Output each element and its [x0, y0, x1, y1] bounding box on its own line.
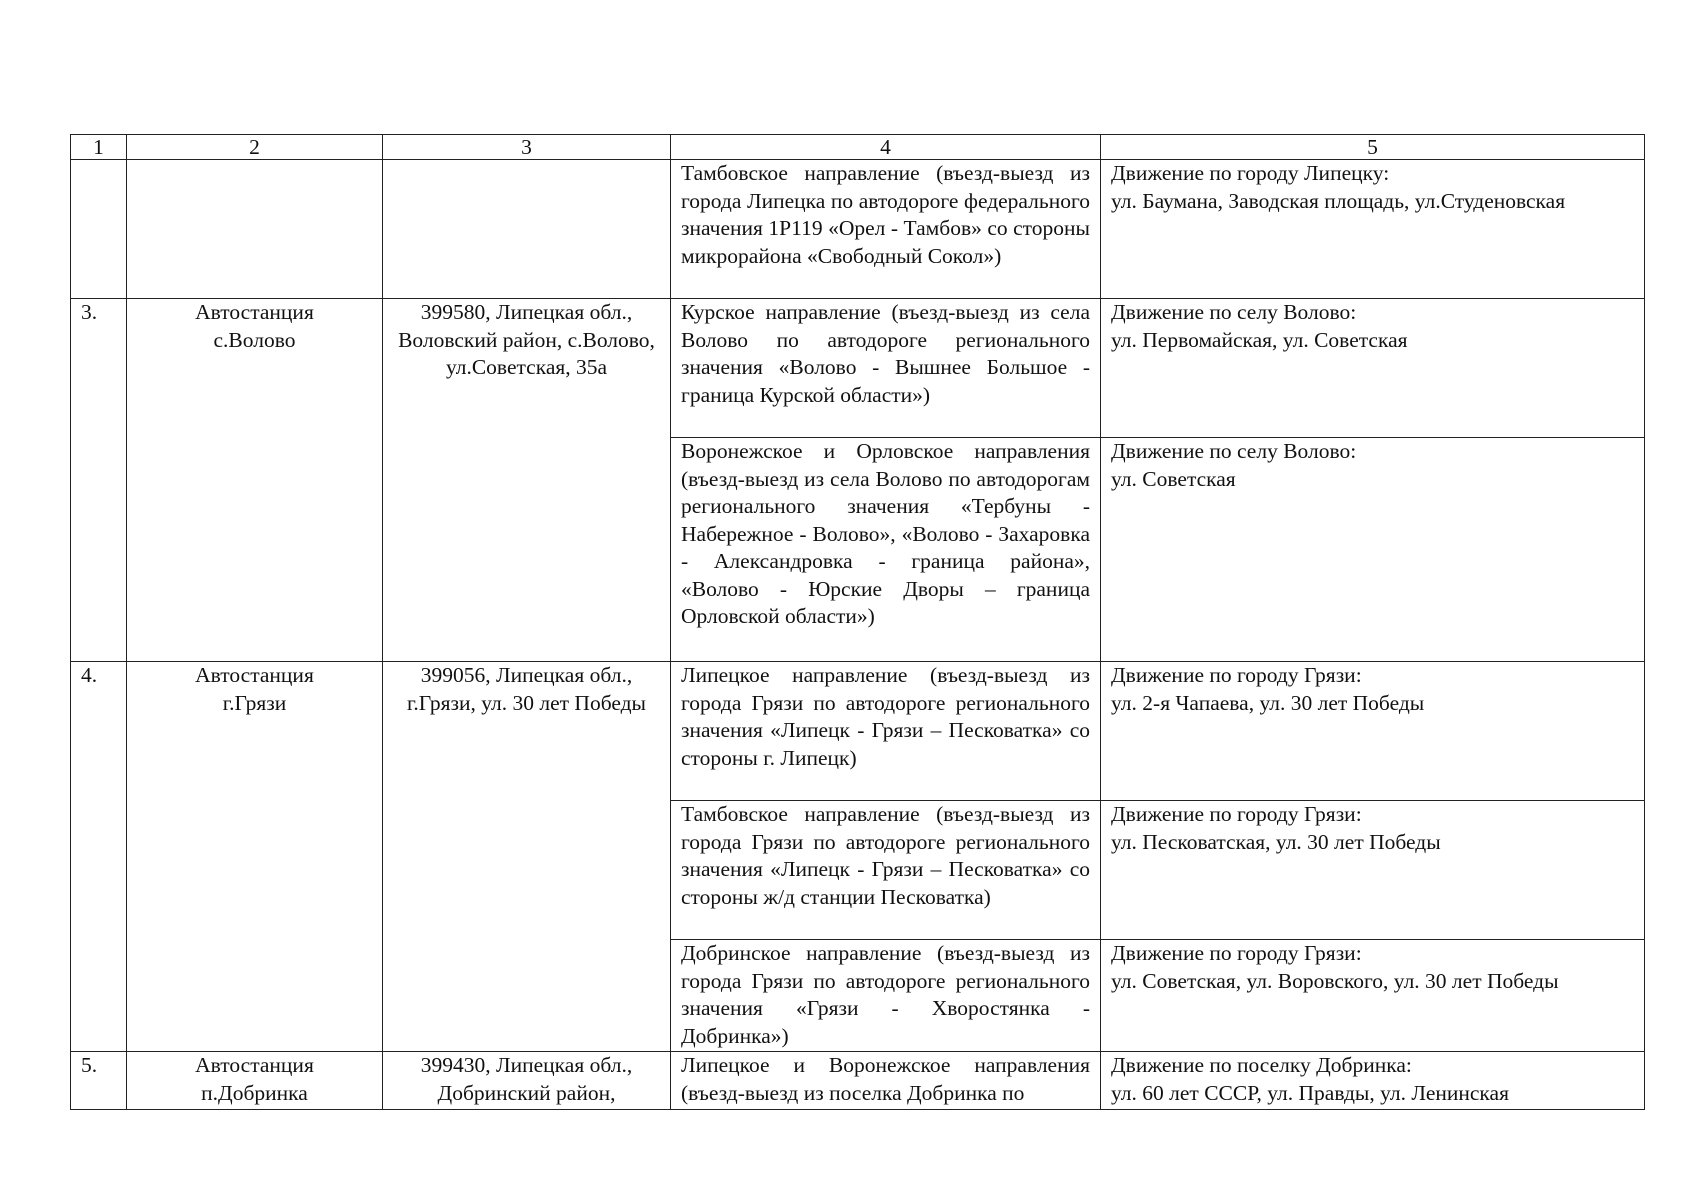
- station-type: Автостанция: [195, 663, 314, 687]
- movement-cell: [1101, 299, 1645, 438]
- movement-cell: [1101, 801, 1645, 940]
- movement-title: Движение по городу Грязи:: [1111, 802, 1362, 826]
- station-type: Автостанция: [195, 1053, 314, 1077]
- station-locality: с.Волово: [213, 327, 296, 352]
- column-header-1: 1: [71, 135, 127, 160]
- direction-cell: Тамбовское направление (въезд-выезд из города Липецка по автодороге федерального значения 1Р119 «Орел - Тамбов» со стороны микрорайона «Свободный Сокол»): [671, 160, 1101, 299]
- movement-cell: [1101, 438, 1645, 662]
- movement-streets: ул. Советская: [1111, 466, 1236, 491]
- table-row: [71, 160, 1645, 299]
- table-row: [71, 1052, 1645, 1110]
- routes-table: [70, 134, 1645, 1110]
- station-name-cell: [127, 662, 383, 1052]
- movement-streets: ул. Советская, ул. Воровского, ул. 30 лет Победы: [1111, 968, 1559, 993]
- movement-title: Движение по селу Волово:: [1111, 439, 1357, 463]
- movement-title: Движение по городу Грязи:: [1111, 941, 1362, 965]
- header-row: [71, 135, 1645, 160]
- movement-cell: [1101, 1052, 1645, 1110]
- station-address: 399056, Липецкая обл., г.Грязи, ул. 30 лет Победы: [383, 662, 671, 1052]
- station-address: 399430, Липецкая обл., Добринский район,: [383, 1052, 671, 1110]
- table-row: [71, 662, 1645, 801]
- movement-title: Движение по городу Грязи:: [1111, 663, 1362, 687]
- row-number: 5.: [71, 1052, 127, 1110]
- movement-streets: ул. Баумана, Заводская площадь, ул.Студеновская: [1111, 188, 1566, 213]
- station-name-cell: [127, 1052, 383, 1110]
- station-address: 399580, Липецкая обл., Воловский район, с.Волово, ул.Советская, 35а: [383, 299, 671, 662]
- station-type: Автостанция: [195, 300, 314, 324]
- column-header-2: 2: [127, 135, 383, 160]
- movement-title: Движение по поселку Добринка:: [1111, 1053, 1412, 1077]
- direction-cell: Курское направление (въезд-выезд из села Волово по автодороге регионального значения «Волово - Вышнее Большое - граница Курской области»): [671, 299, 1101, 438]
- direction-cell: Липецкое направление (въезд-выезд из города Грязи по автодороге регионального значения «Липецк - Грязи – Песковатка» со стороны г. Липецк): [671, 662, 1101, 801]
- address-cell: [383, 160, 671, 299]
- column-header-5: 5: [1101, 135, 1645, 160]
- movement-streets: ул. Песковатская, ул. 30 лет Победы: [1111, 829, 1441, 854]
- column-header-4: 4: [671, 135, 1101, 160]
- column-header-3: 3: [383, 135, 671, 160]
- direction-cell: Липецкое и Воронежское направления (въезд-выезд из поселка Добринка по: [671, 1052, 1101, 1110]
- row-number: 3.: [71, 299, 127, 662]
- direction-cell: Тамбовское направление (въезд-выезд из города Грязи по автодороге регионального значения «Липецк - Грязи – Песковатка» со стороны ж/д станции Песковатка): [671, 801, 1101, 940]
- movement-streets: ул. 60 лет СССР, ул. Правды, ул. Ленинская: [1111, 1080, 1509, 1105]
- movement-streets: ул. 2-я Чапаева, ул. 30 лет Победы: [1111, 690, 1425, 715]
- direction-cell: Добринское направление (въезд-выезд из города Грязи по автодороге регионального значения «Грязи - Хворостянка - Добринка»): [671, 940, 1101, 1052]
- station-cell: [127, 160, 383, 299]
- movement-cell: [1101, 940, 1645, 1052]
- movement-title: Движение по селу Волово:: [1111, 300, 1357, 324]
- station-locality: п.Добринка: [201, 1080, 308, 1105]
- movement-title: Движение по городу Липецку:: [1111, 161, 1390, 185]
- row-number-cell: [71, 160, 127, 299]
- row-number: 4.: [71, 662, 127, 1052]
- table-row: [71, 299, 1645, 438]
- movement-cell: [1101, 160, 1645, 299]
- direction-cell: Воронежское и Орловское направления (въезд-выезд из села Волово по автодорогам регионального значения «Тербуны - Набережное - Волово», «Волово - Захаровка - Александровка - граница района», «Волово - Юрские Дворы – граница Орловской области»): [671, 438, 1101, 662]
- station-name-cell: [127, 299, 383, 662]
- movement-cell: [1101, 662, 1645, 801]
- movement-streets: ул. Первомайская, ул. Советская: [1111, 327, 1408, 352]
- station-locality: г.Грязи: [222, 690, 287, 715]
